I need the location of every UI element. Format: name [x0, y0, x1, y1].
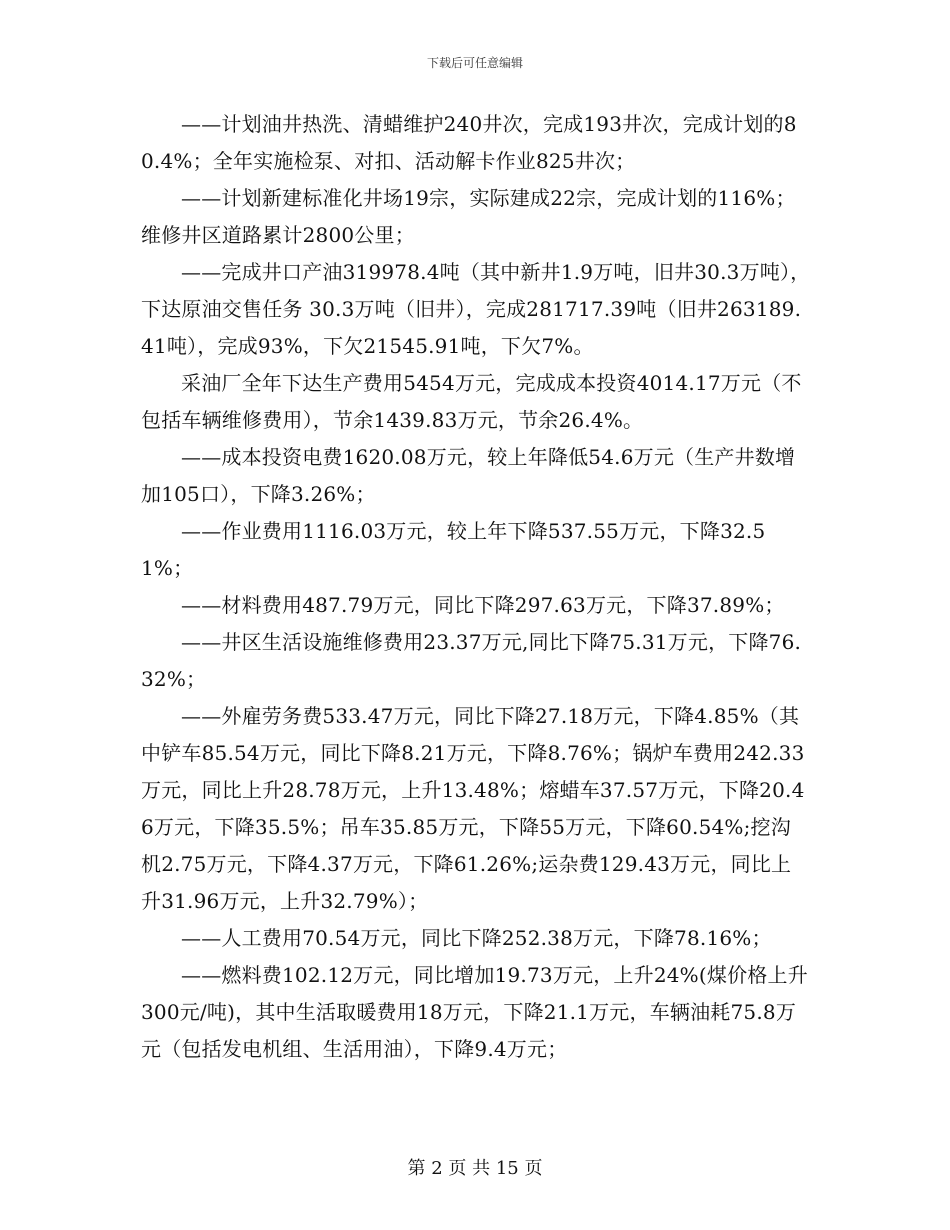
paragraph-outsourced-labor: ——外雇劳务费533.47万元，同比下降27.18万元，下降4.85%（其中铲车85.54万元，同比下降8.21万元，下降8.76%；锅炉车费用242.33万元，同比上升28.78万元，上升13.48%；熔蜡车37.57万元，下降20.46万元，下降35.5%；吊车35.85万元，下降55万元，下降60.54%;挖沟机2.75万元，下降4.37万元，下降61.26%;运杂费129.43万元，同比上升31.96万元，上升32.79%）； — [141, 704, 805, 913]
page-number-footer: 第 2 页 共 15 页 — [407, 1158, 543, 1179]
paragraph-operation-cost: ——作业费用1116.03万元，较上年下降537.55万元，下降32.51%； — [141, 519, 766, 580]
paragraph-facility-maintenance: ——井区生活设施维修费用23.37万元,同比下降75.31万元，下降76.32%； — [141, 630, 802, 691]
paragraph-oil-production: ——完成井口产油319978.4吨（其中新井1.9万吨，旧井30.3万吨），下达原油交售任务 30.3万吨（旧井），完成281717.39吨（旧井263189.41吨），完成93%，下欠21545.91吨，下欠7%。 — [141, 260, 811, 358]
paragraph-oil-well-maintenance: ——计划油井热洗、清蜡维护240井次，完成193井次，完成计划的80.4%；全年实施检泵、对扣、活动解卡作业825井次； — [141, 112, 797, 173]
paragraph-electricity-cost: ——成本投资电费1620.08万元，较上年降低54.6万元（生产井数增加105口），下降3.26%； — [141, 445, 796, 506]
document-body — [141, 106, 811, 1068]
paragraph-standard-well-sites: ——计划新建标准化井场19宗，实际建成22宗，完成计划的116%；维修井区道路累计2800公里； — [141, 186, 796, 247]
page-header: 下载后可任意编辑 — [426, 56, 523, 70]
paragraph-labor-cost: ——人工费用70.54万元，同比下降252.38万元，下降78.16%； — [181, 926, 772, 950]
paragraph-fuel-cost: ——燃料费102.12万元，同比增加19.73万元，上升24%(煤价格上升300元/吨)，其中生活取暖费用18万元，下降21.1万元，车辆油耗75.8万元（包括发电机组、生活用油），下降9.4万元； — [141, 963, 808, 1061]
paragraph-production-costs: 采油厂全年下达生产费用5454万元，完成成本投资4014.17万元（不包括车辆维修费用），节余1439.83万元，节余26.4%。 — [141, 371, 802, 432]
paragraph-material-cost: ——材料费用487.79万元，同比下降297.63万元，下降37.89%； — [181, 593, 785, 617]
